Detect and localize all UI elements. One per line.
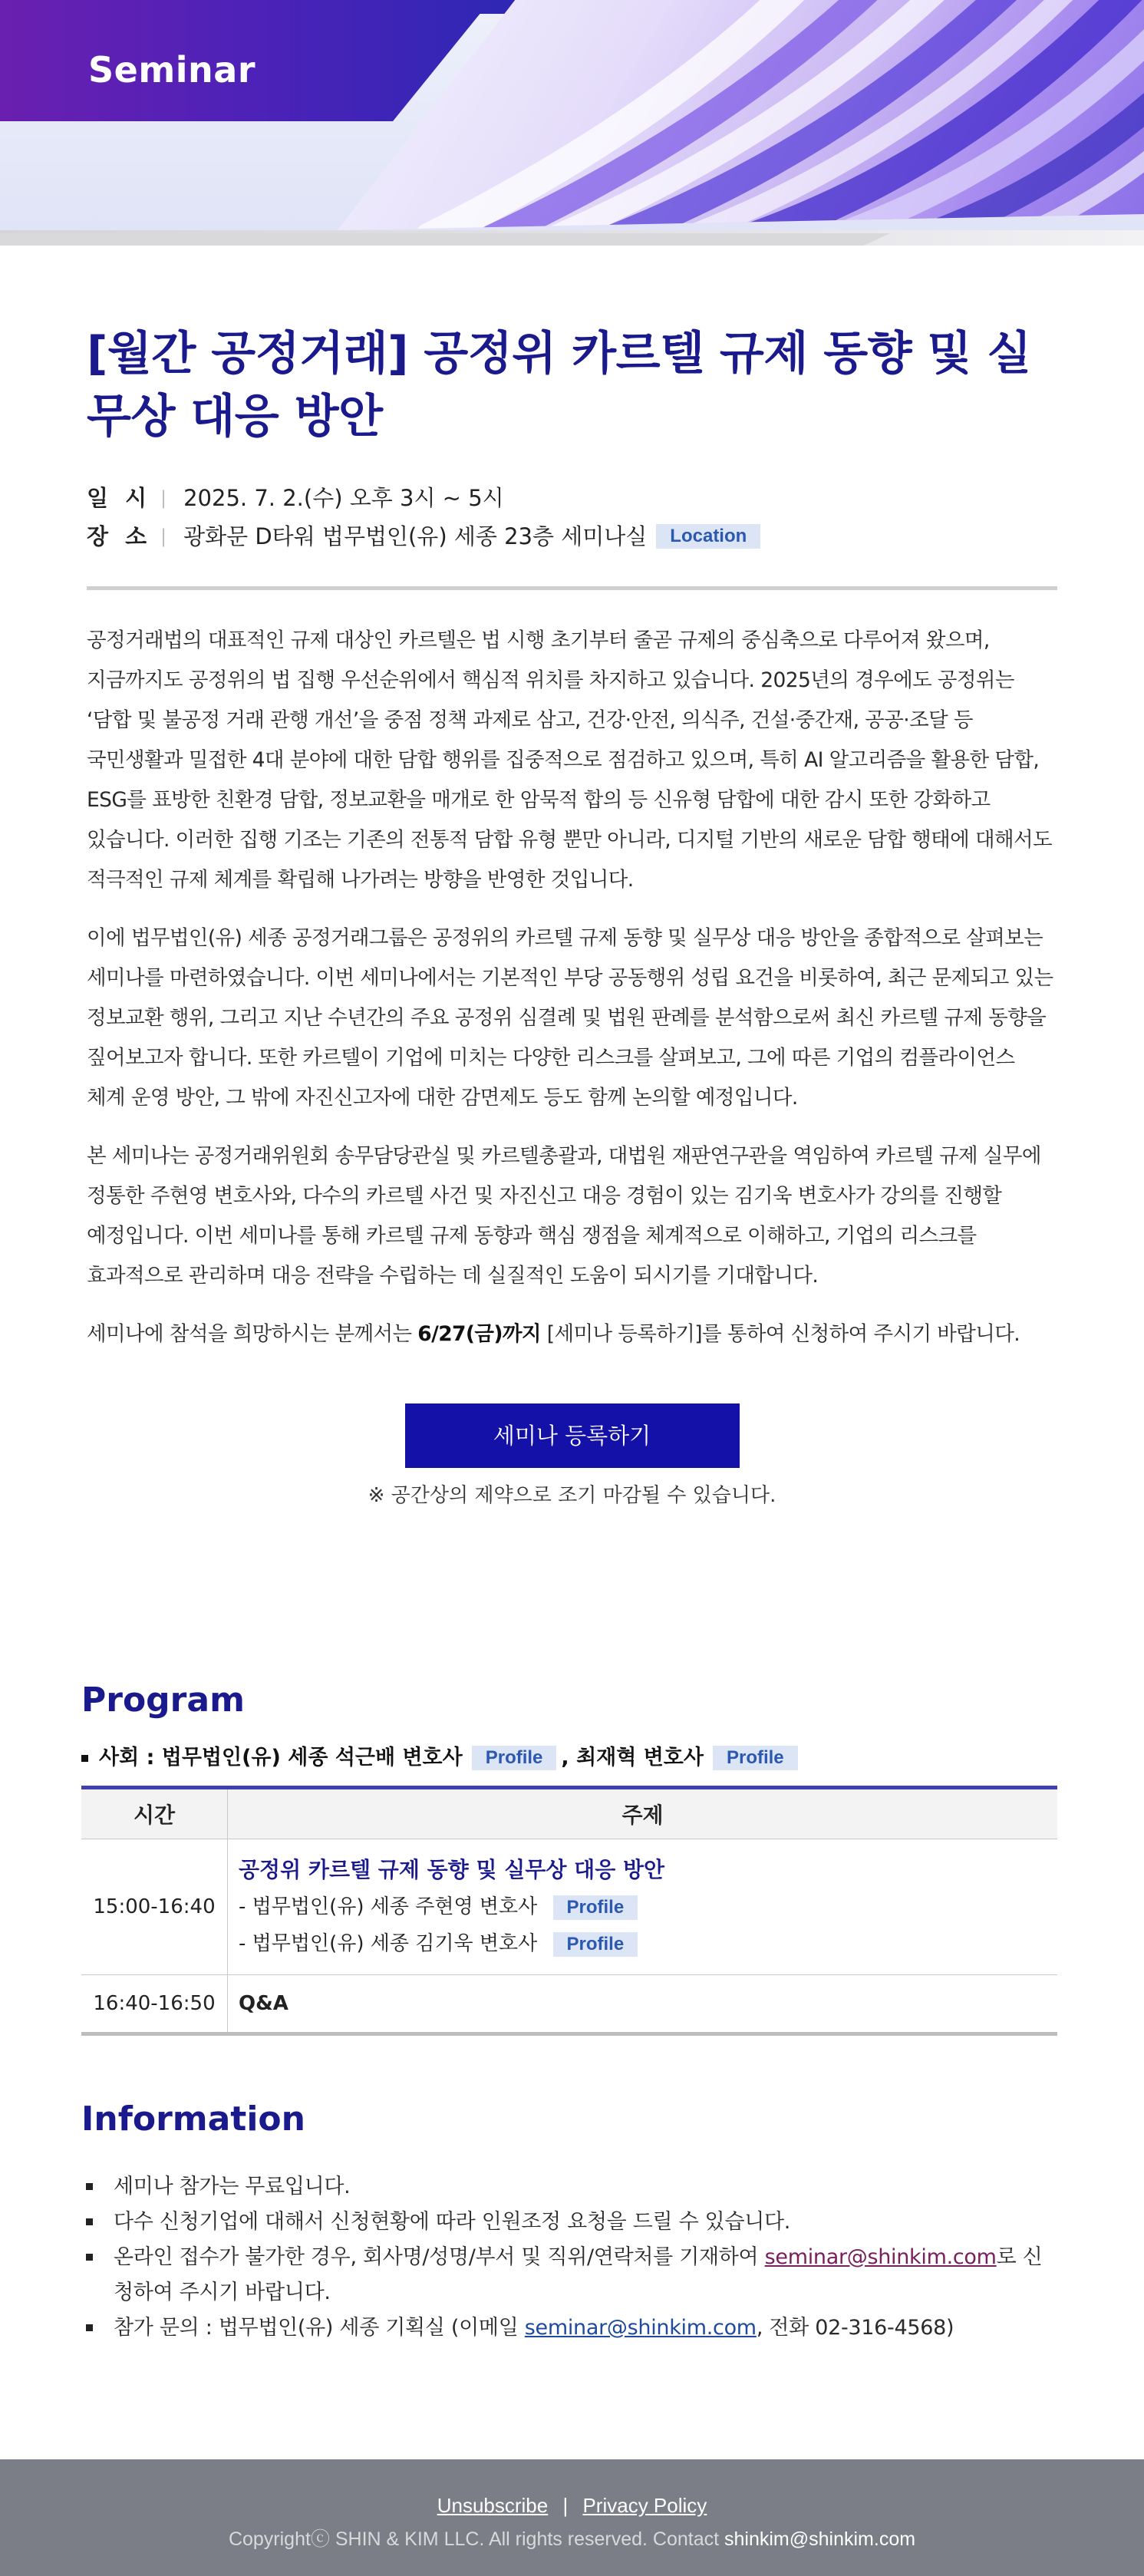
session-topic-cell [228,1839,1058,1975]
footer-separator: | [562,2494,569,2517]
register-note: ※ 공간상의 제약으로 조기 마감될 수 있습니다. [368,1484,776,1507]
register-section [87,1403,1057,1468]
date-label: 일 시 [87,485,152,511]
program-section [81,1681,1057,2036]
banner-bottom-strip-dark [0,233,890,246]
place-label: 장 소 [87,523,152,549]
session-time: 15:00-16:40 [81,1839,228,1975]
email-link[interactable]: seminar@shinkim.com [524,2316,757,2340]
register-button[interactable]: 세미나 등록하기 [405,1403,740,1468]
list-item [81,2240,1057,2310]
host-text: 사회 : 법무법인(유) 세종 석근배 변호사 [99,1746,463,1770]
host-text-second: , 최재혁 변호사 [561,1746,704,1770]
info-text: , 전화 02-316-4568) [756,2316,954,2340]
speaker-name: - 법무법인(유) 세종 주현영 변호사 [239,1895,538,1918]
deadline-date: 6/27(금)까지 [417,1322,541,1346]
speaker-name: - 법무법인(유) 세종 김기욱 변호사 [239,1932,538,1955]
host-line [81,1743,1057,1773]
session-time: 16:40-16:50 [81,1975,228,2034]
copyright-text: Copyrightⓒ SHIN & KIM LLC. All rights reserved. Contact [228,2528,725,2550]
profile-link-choi[interactable]: Profile [713,1746,798,1770]
information-heading: Information [81,2099,305,2139]
list-item: 다수 신청기업에 대해서 신청현황에 따라 인원조정 요청을 드릴 수 있습니다. [81,2205,1057,2240]
information-list [81,2169,1057,2346]
place-value: 광화문 D타워 법무법인(유) 세종 23층 세미나실 [183,523,648,549]
profile-link-joo[interactable]: Profile [553,1895,638,1920]
registration-deadline-paragraph [87,1314,1057,1354]
footer-copyright [0,2525,1144,2553]
topic-column-header: 주제 [228,1788,1058,1839]
session-topic: Q&A [228,1975,1058,2034]
section-divider [87,586,1057,590]
profile-link-seok[interactable]: Profile [472,1746,557,1770]
seminar-description [87,621,1057,1354]
meta-separator: | [160,526,167,547]
seminar-content [87,322,1057,1511]
list-item [81,2310,1057,2346]
closing-text: [세미나 등록하기]를 통하여 신청하여 주시기 바랍니다. [540,1322,1020,1346]
footer [0,2459,1144,2576]
speaker-line [239,1888,1047,1925]
info-text: 참가 문의 : 법무법인(유) 세종 기획실 (이메일 [114,2316,525,2340]
email-link[interactable]: seminar@shinkim.com [764,2245,997,2269]
header-banner [0,0,1144,246]
table-row [81,1975,1057,2034]
privacy-policy-link[interactable]: Privacy Policy [582,2494,707,2517]
unsubscribe-link[interactable]: Unsubscribe [437,2494,549,2517]
information-section [81,2099,1057,2346]
time-column-header: 시간 [81,1788,228,1839]
contact-email[interactable]: shinkim@shinkim.com [724,2528,916,2550]
info-text: 로 신청하여 주시기 바랍니다. [114,2245,1043,2304]
seminar-meta [87,479,1057,556]
square-bullet-icon [81,1755,88,1762]
location-link[interactable]: Location [656,524,760,549]
footer-links [0,2492,1144,2519]
speaker-line [239,1925,1047,1962]
table-row [81,1839,1057,1975]
place-row [87,517,1057,556]
info-text: 온라인 접수가 불가한 경우, 회사명/성명/부서 및 직위/연락처를 기재하여 [114,2245,765,2269]
description-paragraph: 공정거래법의 대표적인 규제 대상인 카르텔은 법 시행 초기부터 줄곧 규제의 중심축으로 다루어져 왔으며, 지금까지도 공정위의 법 집행 우선순위에서 핵심적 위치를 차지하고 있습니다. 2025년의 경우에도 공정위는 ‘담합 및 불공정 거래 관행 개선’을 중점 정책 과제로 삼고, 건강·안전, 의식주, 건설·중간재, 공공·조달 등 국민생활과 밀접한 4대 분야에 대한 담합 행위를 집중적으로 점검하고 있으며, 특히 AI 알고리즘을 활용한 담합, ESG를 표방한 친환경 담합, 정보교환을 매개로 한 암묵적 합의 등 신유형 담합에 대한 감시 또한 강화하고 있습니다. 이러한 집행 기조는 기존의 전통적 담합 유형 뿐만 아니라, 디지털 기반의 새로운 담합 행태에 대해서도 적극적인 규제 체계를 확립해 나가려는 방향을 반영한 것입니다. [87,628,1052,892]
session-topic: 공정위 카르텔 규제 동향 및 실무상 대응 방안 [239,1857,665,1882]
table-header-row [81,1788,1057,1839]
list-item: 세미나 참가는 무료입니다. [81,2169,1057,2205]
date-row [87,479,1057,517]
program-heading: Program [81,1681,245,1720]
date-value: 2025. 7. 2.(수) 오후 3시 ~ 5시 [183,485,504,511]
profile-link-kim[interactable]: Profile [553,1932,638,1957]
closing-text: 세미나에 참석을 희망하시는 분께서는 [87,1322,418,1346]
seminar-title: [월간 공정거래] 공정위 카르텔 규제 동향 및 실무상 대응 방안 [87,327,1031,444]
description-paragraph: 이에 법무법인(유) 세종 공정거래그룹은 공정위의 카르텔 규제 동향 및 실무상 대응 방안을 종합적으로 살펴보는 세미나를 마련하였습니다. 이번 세미나에서는 기본적인 부당 공동행위 성립 요건을 비롯하여, 최근 문제되고 있는 정보교환 행위, 그리고 지난 수년간의 주요 공정위 심결례 및 법원 판례를 분석함으로써 최신 카르텔 규제 동향을 짚어보고자 합니다. 또한 카르텔이 기업에 미치는 다양한 리스크를 살펴보고, 그에 따른 기업의 컴플라이언스 체계 운영 방안, 그 밖에 자진신고자에 대한 감면제도 등도 함께 논의할 예정입니다. [87,926,1053,1110]
banner-title: Seminar [88,49,256,91]
meta-separator: | [160,487,167,509]
description-paragraph: 본 세미나는 공정거래위원회 송무담당관실 및 카르텔총괄과, 대법원 재판연구관을 역임하여 카르텔 규제 실무에 정통한 주현영 변호사와, 다수의 카르텔 사건 및 자진신고 대응 경험이 있는 김기욱 변호사가 강의를 진행할 예정입니다. 이번 세미나를 통해 카르텔 규제 동향과 핵심 쟁점을 체계적으로 이해하고, 기업의 리스크를 효과적으로 관리하며 대응 전략을 수립하는 데 실질적인 도움이 되시기를 기대합니다. [87,1144,1041,1288]
program-table [81,1786,1057,2036]
